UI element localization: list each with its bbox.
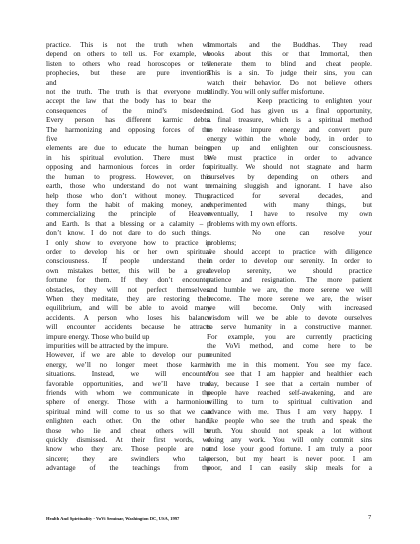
right-text-line: problems; (207, 237, 237, 247)
left-text-line: earth, those who understand do not want to (46, 181, 211, 191)
right-text-line: energy within the whole body, in order to (207, 134, 372, 144)
right-text-line: venerate them to blind and cheat people. (207, 58, 372, 68)
right-text-column (207, 40, 372, 473)
left-text-line: in his spiritual evolution. There must be (46, 152, 211, 162)
right-text-line: doing any work. You will only commit sins (207, 435, 372, 445)
left-text-line: advantage of the teachings from the (46, 463, 211, 473)
left-text-line: they form the habit of making money, and (46, 199, 211, 209)
left-text-line: fortune for them. If they don’t encounter (46, 275, 211, 285)
left-text-line: commercializing the principle of Heaven (46, 209, 211, 219)
right-text-line: books about this or that Immortal, then (207, 49, 372, 59)
right-text-line: You see that I am happier and healthier each (207, 369, 372, 379)
left-text-line: not the truth. The truth is that everyone must (46, 87, 211, 97)
left-text-line: Every person has different karmic debts. (46, 115, 211, 125)
left-text-line: consciousness. If people understand their (46, 256, 211, 266)
left-text-line: don’t know. I do not dare to do such things. (46, 228, 211, 238)
page-footer: Health And Spirituality - VoVi Seminar, Washington DC, USA, 1997 (46, 516, 180, 521)
right-text-line: watch their behavior. Do not believe others (207, 77, 372, 87)
right-text-line: advance with me. Thus I am very happy. I (207, 406, 372, 416)
left-text-line: elements are due to educate the human being (46, 143, 211, 153)
right-text-line: practiced for several decades, and (207, 190, 372, 200)
right-text-line: people have reached self-awakening, and are (207, 388, 372, 398)
right-text-line: eventually, I have to resolve my own (207, 209, 372, 219)
right-text-line: poor, and I can easily skip meals for a (207, 463, 372, 473)
right-text-line: and humble we are, the more serene we will (207, 284, 372, 294)
left-text-line: However, if we are able to develop our pure (46, 350, 211, 360)
left-text-line: five (46, 134, 58, 144)
right-text-line: day, because I see that a certain number of (207, 378, 372, 388)
left-text-line: and (46, 77, 57, 87)
right-text-line: Immortals and the Buddhas. They read (207, 40, 372, 49)
right-text-line: No one can resolve your (252, 228, 372, 238)
left-text-line: energy, we’ll no longer meet those karmic (46, 359, 211, 369)
right-text-line: We must practice in order to advance (207, 152, 372, 162)
left-text-line: will encounter accidents because he attracts (46, 322, 211, 332)
right-text-line: truth. You should not speak a lot without (207, 425, 372, 435)
right-text-line: reunited (207, 350, 231, 360)
left-text-line: depend on others to tell us. For example, we (46, 49, 211, 59)
left-text-line: The harmonizing and opposing forces of the (46, 124, 211, 134)
right-text-line: become. The more serene we are, the wiser (207, 293, 372, 303)
left-text-line: practice. This is not the truth when we (46, 40, 211, 49)
left-text-line: spiritual mind will come to us so that we can (46, 406, 211, 416)
left-text-line: When they meditate, they are restoring their (46, 293, 211, 303)
left-text-line: sincere; they are swindlers who take (46, 453, 211, 463)
left-text-line: impurities will be attracted by the impure. (46, 341, 169, 350)
left-text-line: and Earth. Is that a blessing or a calamity – I (46, 218, 211, 228)
right-text-line: spiritually. We should not stagnate and harm (207, 162, 372, 172)
right-text-line: This is a sin. To judge their sins, you can (207, 68, 372, 78)
left-text-line: accidents. A person who loses his balance (46, 312, 211, 322)
right-text-line: to release impure energy and convert pure (207, 124, 372, 134)
left-text-line: listen to others who read horoscopes or tell (46, 58, 211, 68)
right-text-line: the VoVi method, and come here to be (207, 341, 372, 350)
right-text-line: open up and enlighten our consciousness. (207, 143, 372, 153)
right-text-line: patience and resignation. The more patient (207, 275, 372, 285)
right-text-line: with me in this moment. You see my face. (207, 359, 372, 369)
right-text-line: blindly. You will only suffer misfortune. (207, 87, 325, 97)
right-text-line: a final treasure, which is a spiritual method (207, 115, 372, 125)
right-text-line: develop serenity, we should practice (207, 265, 372, 275)
left-text-line: prophecies, but these are pure inventions (46, 68, 211, 78)
left-text-column (46, 40, 211, 473)
page-number: 7 (368, 514, 372, 521)
right-text-line: in order to develop our serenity. In order to (207, 256, 372, 266)
right-text-line: For example, you are currently practicing (207, 331, 372, 341)
left-text-line: those who lie and cheat others will be (46, 425, 211, 435)
left-text-line: help those who don’t without money. Thus, (46, 190, 211, 200)
left-text-line: I only show to everyone how to practice in (46, 237, 211, 247)
right-text-line: willing to turn to spiritual cultivation and (207, 397, 372, 407)
right-text-line: experimented with many things, but (207, 199, 372, 209)
left-text-line: accept the law that the body has to bear the (46, 96, 211, 106)
right-text-line: mind. God has given us a final opportunity, (207, 105, 372, 115)
left-text-line: situations. Instead, we will encounter (46, 369, 211, 379)
left-text-line: consequences of the mind’s misdeeds. (46, 105, 211, 115)
right-text-line: like people who see the truth and speak the (207, 416, 372, 426)
left-text-line: order to develop his or her own spiritual (46, 246, 211, 256)
right-text-line: to serve humanity in a constructive manner. (207, 322, 372, 332)
right-text-line: and lose your good fortune. I am truly a poor (207, 444, 372, 454)
left-text-line: enlighten each other. On the other hand, (46, 416, 211, 426)
right-text-line: we will become. Only with increased (207, 303, 372, 313)
right-text-line: we should accept to practice with diligence (207, 246, 372, 256)
left-text-line: obstacles, they will not perfect themselves. (46, 284, 211, 294)
left-text-line: know who they are. Those people are not (46, 444, 211, 454)
left-text-line: quickly dismissed. At their first words, we (46, 435, 211, 445)
left-text-line: impure energy. Those who build up (46, 331, 150, 341)
left-text-line: opposing and harmonious forces in order for (46, 162, 211, 172)
right-text-line: person, but my heart is never poor. I am (207, 453, 372, 463)
left-text-line: equilibrium, and will be able to avoid many (46, 303, 211, 313)
left-text-line: the human to progress. However, on this (46, 171, 211, 181)
left-text-line: own mistakes better, this will be a great (46, 265, 211, 275)
right-text-line: remaining sluggish and ignorant. I have also (207, 181, 372, 191)
left-text-line: sphere of energy. Those with a harmonious (46, 397, 211, 407)
right-text-line: problems with my own efforts. (207, 218, 298, 228)
left-text-line: favorable opportunities, and we’ll have true (46, 378, 211, 388)
right-text-line: ourselves by depending on others and (207, 171, 372, 181)
left-text-line: friends with whom we communicate in the (46, 388, 211, 398)
right-text-line: wisdom will we be able to devote ourselves (207, 312, 372, 322)
right-text-line: Keep practicing to enlighten your (257, 96, 372, 106)
